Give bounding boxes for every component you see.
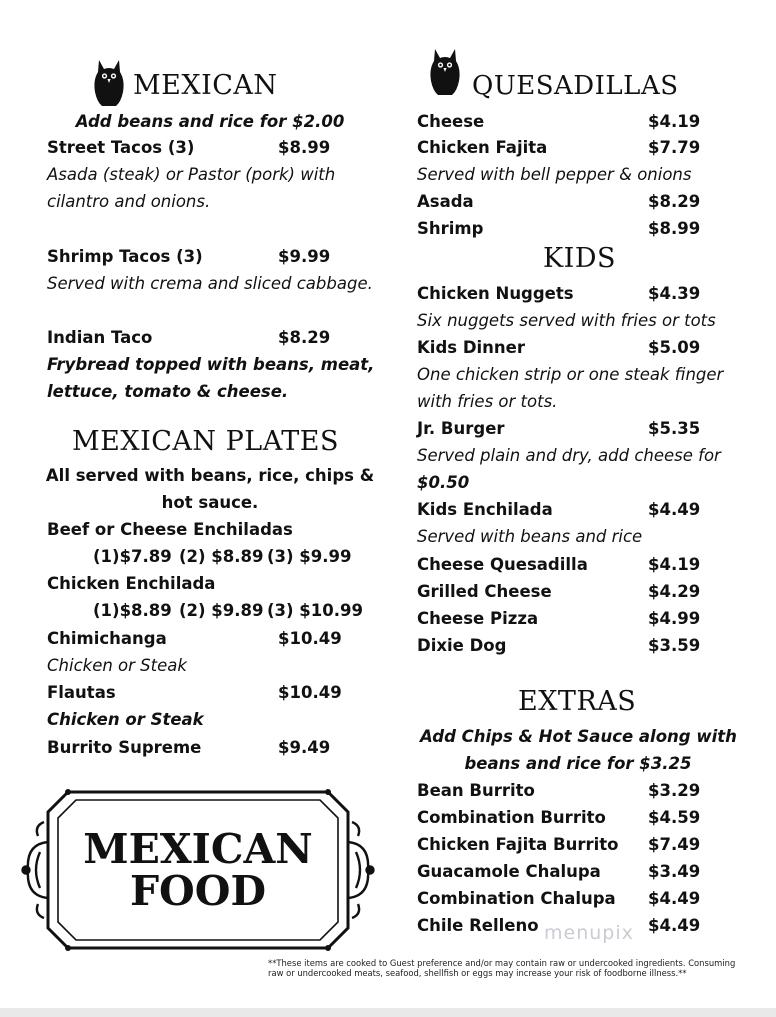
price-two: (2) $9.89 <box>179 601 264 620</box>
item-name: Burrito Supreme <box>47 738 202 757</box>
item-price: $4.19 <box>648 112 701 131</box>
item-name: Dixie Dog <box>417 636 507 655</box>
menu-item-shrimp-tacos <box>47 244 331 270</box>
mexican-note: Add beans and rice for $2.00 <box>75 112 345 131</box>
menu-item-shrimp <box>417 216 701 242</box>
plates-note: hot sauce. <box>161 493 259 512</box>
item-price: $4.59 <box>648 808 701 827</box>
item-price: $8.29 <box>278 328 331 347</box>
menu-item-burrito-supreme <box>47 735 331 761</box>
menu-item-street-tacos <box>47 135 331 161</box>
bottom-bar <box>0 1008 776 1017</box>
menu-item-asada <box>417 189 701 215</box>
item-price: $7.49 <box>648 835 701 854</box>
item-name: Chicken Fajita <box>417 138 548 157</box>
item-price: $3.29 <box>648 781 701 800</box>
owl-icon <box>428 45 462 99</box>
section-title-mexican-plates: MEXICAN PLATES <box>72 426 339 457</box>
item-price: $4.39 <box>648 284 701 303</box>
item-name: Combination Burrito <box>417 808 606 827</box>
item-price: $8.99 <box>648 219 701 238</box>
item-desc: Served with bell pepper & onions <box>417 165 692 184</box>
item-name: Cheese Quesadilla <box>417 555 588 574</box>
item-price: $4.49 <box>648 916 701 935</box>
price-one: (1)$8.89 <box>93 601 172 620</box>
watermark: menupix <box>544 922 634 944</box>
item-desc: cilantro and onions. <box>47 192 211 211</box>
section-title-kids: KIDS <box>543 243 616 274</box>
item-price: $4.49 <box>648 500 701 519</box>
item-desc: One chicken strip or one steak finger <box>417 365 724 384</box>
menu-item-kids-dinner <box>417 335 701 361</box>
menu-item-chicken-enchilada: Chicken Enchilada <box>47 574 216 593</box>
item-price: $10.49 <box>278 683 342 702</box>
item-desc: $0.50 <box>417 473 470 492</box>
item-name: Jr. Burger <box>417 419 505 438</box>
banner-line-1: MEXICAN <box>83 825 313 873</box>
item-name: Asada <box>417 192 474 211</box>
menu-item-cheese-quesadilla <box>417 109 701 135</box>
item-price: $4.19 <box>648 555 701 574</box>
item-desc: with fries or tots. <box>417 392 558 411</box>
item-desc: Frybread topped with beans, meat, <box>47 355 375 374</box>
menu-item-jr-burger <box>417 416 701 442</box>
item-price: $8.29 <box>648 192 701 211</box>
menu-item-combination-chalupa <box>417 886 701 912</box>
menu-item-kids-cheese-quesadilla <box>417 552 701 578</box>
item-name: Flautas <box>47 683 116 702</box>
section-title-quesadillas: QUESADILLAS <box>472 71 679 101</box>
item-price: $9.99 <box>278 247 331 266</box>
item-price: $10.49 <box>278 629 342 648</box>
menu-item-beef-cheese-enchiladas: Beef or Cheese Enchiladas <box>47 520 293 539</box>
item-price: $4.29 <box>648 582 701 601</box>
item-name: Shrimp <box>417 219 484 238</box>
enchilada-prices <box>93 598 363 624</box>
item-name: Chile Relleno <box>417 916 539 935</box>
item-name: Chimichanga <box>47 629 167 648</box>
item-price: $9.49 <box>278 738 331 757</box>
menu-item-kids-enchilada <box>417 497 701 523</box>
price-one: (1)$7.89 <box>93 547 172 566</box>
item-name: Indian Taco <box>47 328 153 347</box>
price-three: (3) $9.99 <box>267 547 352 566</box>
item-price: $4.49 <box>648 889 701 908</box>
section-title-mexican: MEXICAN <box>133 70 278 101</box>
menu-item-flautas <box>47 680 342 706</box>
menu-item-dixie-dog <box>417 633 701 659</box>
menu-item-chimichanga <box>47 626 342 652</box>
item-desc: Served with beans and rice <box>417 527 643 546</box>
item-name: Street Tacos (3) <box>47 138 195 157</box>
banner-line-2: FOOD <box>129 867 267 915</box>
menu-item-chicken-fajita-burrito <box>417 832 701 858</box>
item-name: Cheese <box>417 112 485 131</box>
item-price: $8.99 <box>278 138 331 157</box>
price-two: (2) $8.89 <box>179 547 264 566</box>
menu-item-chicken-fajita <box>417 135 701 161</box>
menu-item-indian-taco <box>47 325 331 351</box>
price-three: (3) $10.99 <box>267 601 363 620</box>
item-name: Guacamole Chalupa <box>417 862 601 881</box>
item-desc: Served with crema and sliced cabbage. <box>47 274 373 293</box>
item-name: Cheese Pizza <box>417 609 539 628</box>
menu-item-chicken-nuggets <box>417 281 701 307</box>
enchilada-prices <box>93 544 352 570</box>
item-desc: Chicken or Steak <box>47 656 187 675</box>
menu-item-bean-burrito <box>417 778 701 804</box>
item-name: Grilled Cheese <box>417 582 552 601</box>
item-name: Kids Dinner <box>417 338 525 357</box>
disclaimer: **These items are cooked to Guest preference and/or may contain raw or undercooked ingredients. Consuming raw or undercooked meats, seafood, shellfish or eggs may increase your risk of foodborne illness.** <box>268 958 736 978</box>
item-price: $3.59 <box>648 636 701 655</box>
section-title-extras: EXTRAS <box>518 686 637 717</box>
menu-item-grilled-cheese <box>417 579 701 605</box>
owl-icon <box>92 58 126 108</box>
item-desc: Asada (steak) or Pastor (pork) with <box>47 165 336 184</box>
item-name: Shrimp Tacos (3) <box>47 247 203 266</box>
extras-note: Add Chips & Hot Sauce along with <box>420 727 737 746</box>
item-price: $3.49 <box>648 862 701 881</box>
menu-item-guacamole-chalupa <box>417 859 701 885</box>
extras-note: beans and rice for $3.25 <box>464 754 692 773</box>
item-desc: Served plain and dry, add cheese for <box>417 446 721 465</box>
menu-item-combination-burrito <box>417 805 701 831</box>
item-name: Combination Chalupa <box>417 889 616 908</box>
item-desc: Chicken or Steak <box>47 710 204 729</box>
item-name: Kids Enchilada <box>417 500 553 519</box>
plates-note: All served with beans, rice, chips & <box>45 466 375 485</box>
item-price: $5.09 <box>648 338 701 357</box>
item-desc: lettuce, tomato & cheese. <box>47 382 289 401</box>
item-price: $4.99 <box>648 609 701 628</box>
item-name: Chicken Nuggets <box>417 284 574 303</box>
item-name: Bean Burrito <box>417 781 535 800</box>
menu-item-cheese-pizza <box>417 606 701 632</box>
item-price: $5.35 <box>648 419 701 438</box>
item-desc: Six nuggets served with fries or tots <box>417 311 716 330</box>
item-price: $7.79 <box>648 138 701 157</box>
item-name: Chicken Fajita Burrito <box>417 835 619 854</box>
